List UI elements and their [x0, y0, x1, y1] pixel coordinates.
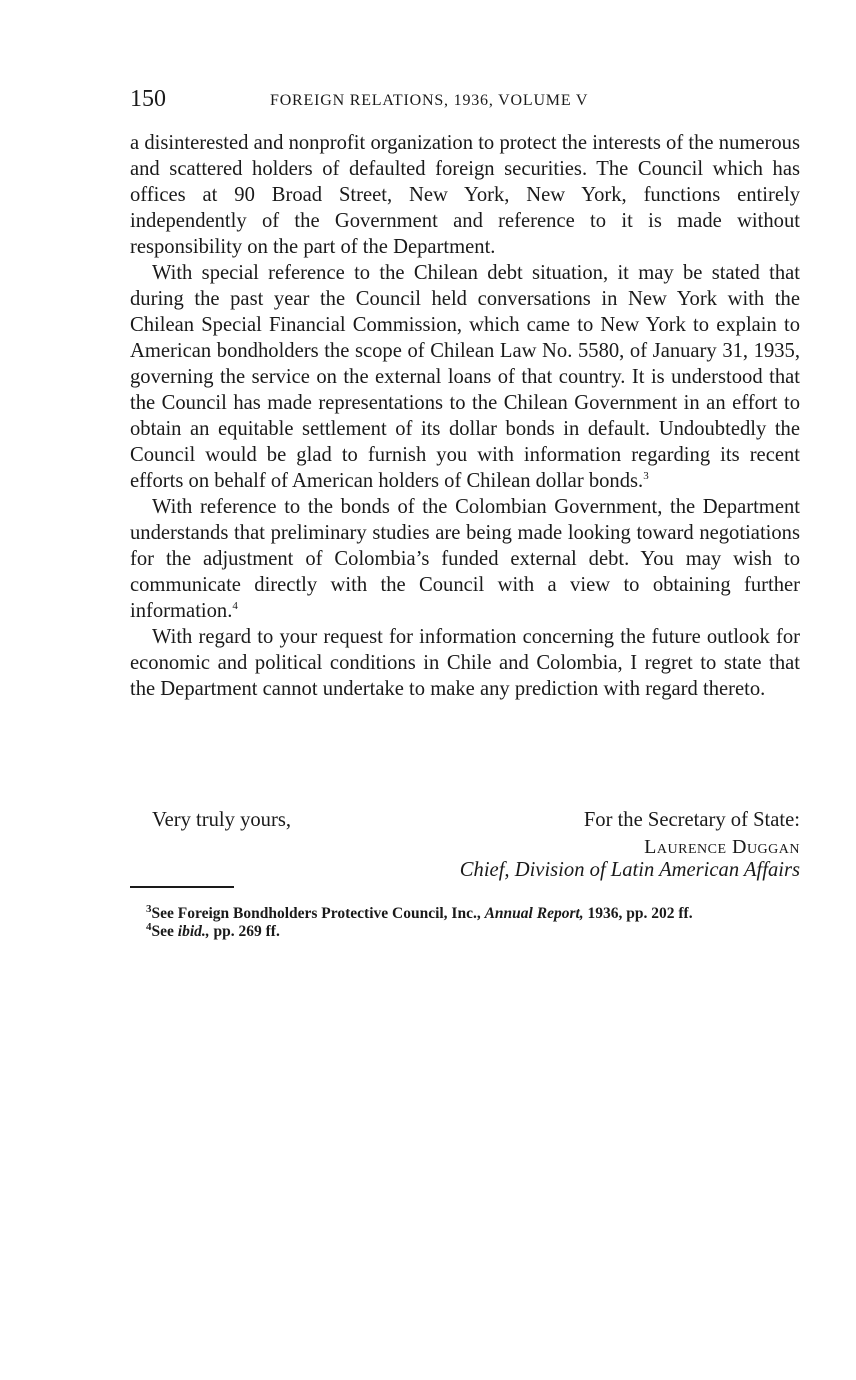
- footnotes: [130, 902, 800, 941]
- running-head: FOREIGN RELATIONS, 1936, VOLUME V: [270, 92, 589, 109]
- closing-row: [152, 809, 800, 835]
- footnote-mark: 4: [146, 920, 152, 933]
- paragraph-3: [130, 494, 800, 624]
- footnote-ref-4: 4: [232, 600, 238, 613]
- paragraph-3-text: With reference to the bonds of the Colombian Government, the Department understands that preliminary studies are being made looking toward negotiations for the adjustment of Colombia’s funded external debt. You may wish to communicate directly with the Council with a view to obtaining further information.: [130, 496, 800, 622]
- footnote-text: See Foreign Bondholders Protective Council, Inc.,: [151, 905, 485, 922]
- paragraph-2-text: With special reference to the Chilean debt situation, it may be stated that during the past year the Council held conversations in New York with the Chilean Special Financial Commission, which came to New York to explain to American bondholders the scope of Chilean Law No. 5580, of January 31, 1935, governing the service on the external loans of that country. It is understood that the Council has made representations to the Chilean Government in an effort to obtain an equitable settlement of its dollar bonds in default. Undoubtedly the Council would be glad to furnish you with information regarding its recent efforts on behalf of American holders of Chilean dollar bonds.: [130, 262, 800, 492]
- footnote-italic: Annual Report,: [484, 905, 584, 922]
- footnote-italic: ibid.,: [177, 923, 210, 940]
- paragraph-2: [130, 260, 800, 494]
- footnote-3: [130, 902, 800, 923]
- paragraph-1: a disinterested and nonprofit organization to protect the interests of the numerous and scattered holders of defaulted foreign securities. The Council which has offices at 90 Broad Street, New York, New York, functions entirely independently of the Government and reference to it is made without responsibility on the part of the Department.: [130, 132, 800, 258]
- page-header: [130, 86, 800, 118]
- paragraph-4: With regard to your request for information concerning the future outlook for economic and political conditions in Chile and Colombia, I regret to state that the Department cannot undertake to make any prediction with regard thereto.: [130, 626, 800, 700]
- footnote-text: pp. 269 ff.: [209, 923, 280, 940]
- footnote-ref-3: 3: [643, 470, 649, 483]
- footnote-mark: 3: [146, 902, 152, 915]
- footnote-text: See: [151, 923, 178, 940]
- footnote-4: [130, 920, 800, 941]
- page-number: 150: [130, 86, 166, 112]
- body-text: [130, 130, 800, 702]
- signatory-title: Chief, Division of Latin American Affairs: [459, 859, 800, 881]
- signature-name: Laurence Duggan: [644, 836, 800, 858]
- footnote-text: 1936, pp. 202 ff.: [583, 905, 693, 922]
- footnote-divider: [130, 886, 234, 888]
- complimentary-close: Very truly yours,: [152, 809, 291, 831]
- for-secretary-line: For the Secretary of State:: [583, 809, 800, 831]
